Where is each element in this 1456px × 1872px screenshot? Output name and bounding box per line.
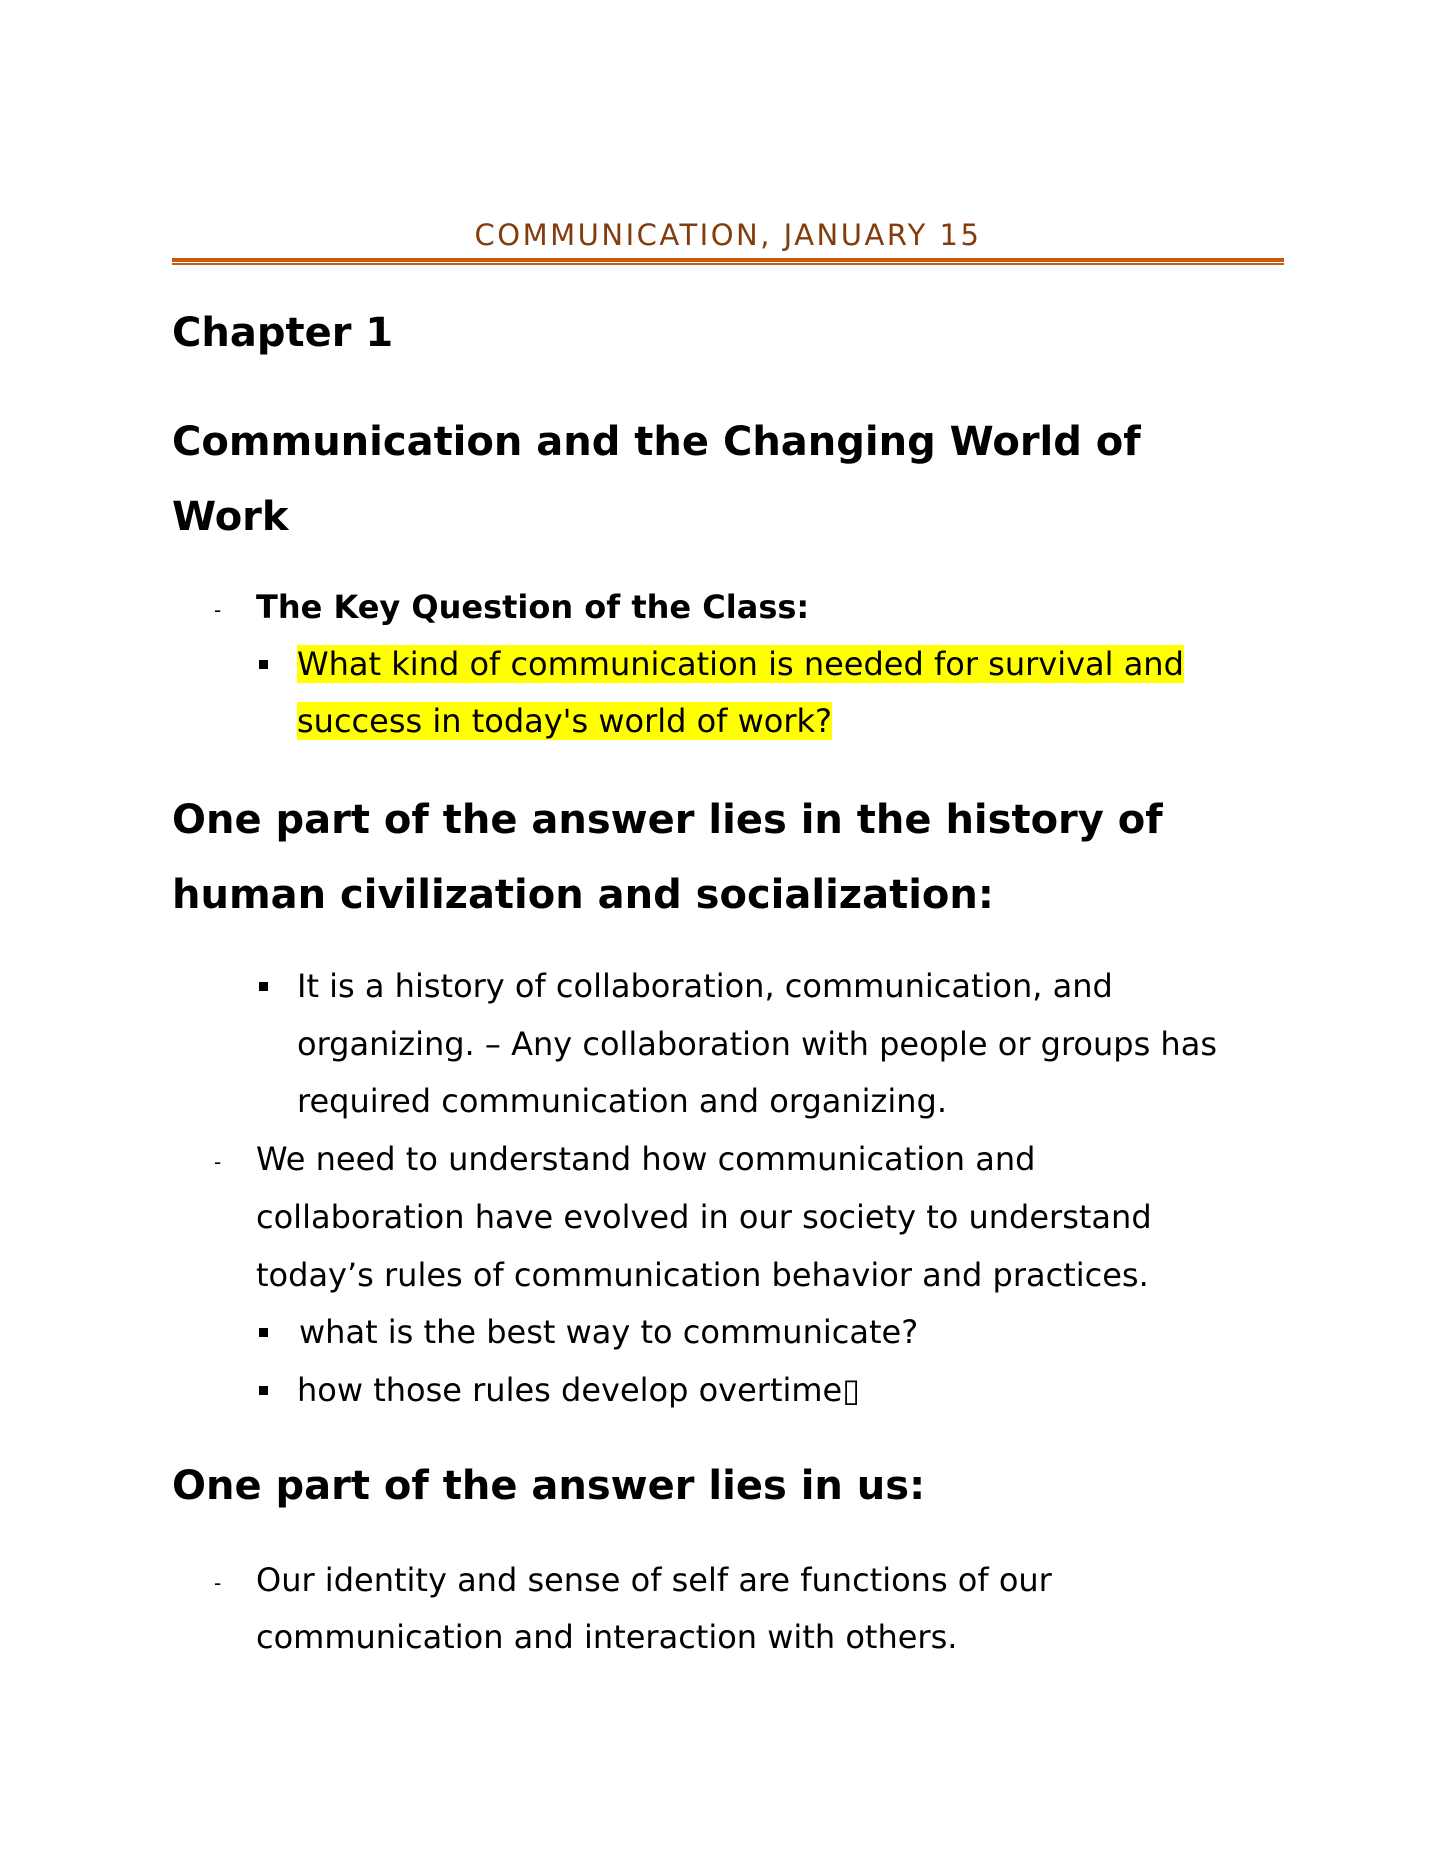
- highlighted-text: success in today's world of work?: [297, 702, 833, 740]
- section-heading-history: [172, 783, 1284, 933]
- section-heading-line-1: One part of the answer lies in the history of: [172, 797, 1163, 843]
- chapter-title: [172, 405, 1284, 555]
- dash-line: collaboration have evolved in our society to understand: [256, 1198, 1152, 1236]
- sub-bullet-line: how those rules develop overtime▯: [297, 1371, 860, 1409]
- key-question-label: The Key Question of the Class:: [256, 588, 810, 626]
- dash-line: We need to understand how communication and: [256, 1140, 1036, 1178]
- dash-marker: -: [214, 1150, 222, 1174]
- header-rule-thin: [172, 263, 1284, 265]
- bullet-square: [259, 660, 268, 669]
- dash-line: communication and interaction with others.: [256, 1618, 958, 1656]
- chapter-heading: Chapter 1: [172, 310, 394, 356]
- dash-marker: -: [214, 1571, 222, 1595]
- bullet-square: [259, 1328, 268, 1337]
- bullet-line: It is a history of collaboration, communication, and: [297, 967, 1113, 1005]
- section-heading-line-2: human civilization and socialization:: [172, 872, 994, 918]
- header-rule-thick: [172, 258, 1284, 262]
- dash-line: Our identity and sense of self are functions of our: [256, 1561, 1052, 1599]
- chapter-title-line-1: Communication and the Changing World of: [172, 419, 1141, 465]
- bullet-line: organizing. – Any collaboration with people or groups has: [297, 1025, 1217, 1063]
- bullet-square: [259, 1386, 268, 1395]
- section-heading-us: One part of the answer lies in us:: [172, 1463, 926, 1509]
- header-rule: [172, 258, 1284, 265]
- sub-bullet-line: what is the best way to communicate?: [299, 1313, 919, 1351]
- bullet-square: [259, 982, 268, 991]
- key-question-line-1: [297, 644, 1184, 684]
- chapter-title-line-2: Work: [172, 494, 289, 540]
- dash-line: today’s rules of communication behavior and practices.: [256, 1256, 1149, 1294]
- bullet-line: required communication and organizing.: [297, 1082, 947, 1120]
- highlighted-text: What kind of communication is needed for survival and: [297, 645, 1184, 683]
- key-question-line-2: [297, 701, 832, 741]
- page-header-title: COMMUNICATION, JANUARY 15: [474, 218, 982, 252]
- dash-marker: -: [214, 598, 222, 622]
